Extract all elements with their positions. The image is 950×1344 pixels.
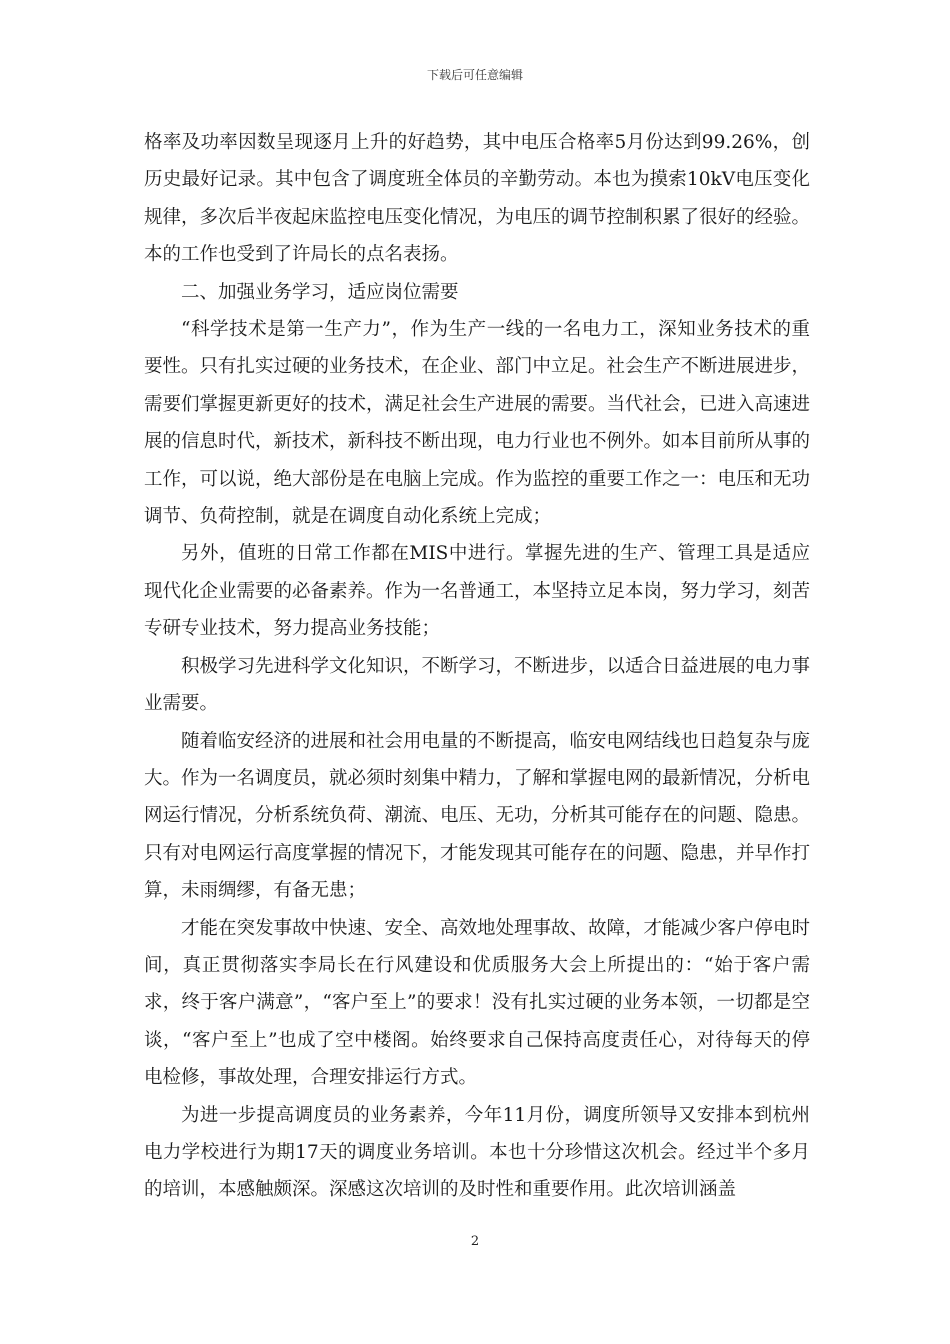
page-header: 下载后可任意编辑 bbox=[426, 68, 523, 82]
paragraph-3: 另外，值班的日常工作都在MIS中进行。掌握先进的生产、管理工具是适应现代化企业需要的必备素养。作为一名普通工，本坚持立足本岗，努力学习，刻苦专研专业技术，努力提高业务技能； bbox=[144, 543, 811, 640]
paragraph-5: 随着临安经济的进展和社会用电量的不断提高，临安电网结线也日趋复杂与庞大。作为一名调度员，就必须时刻集中精力，了解和掌握电网的最新情况，分析电网运行情况，分析系统负荷、潮流、电压、无功，分析其可能存在的问题、隐患。只有对电网运行高度掌握的情况下，才能发现其可能存在的问题、隐患，并早作打算，未雨绸缪，有备无患； bbox=[144, 730, 811, 902]
paragraph-6: 才能在突发事故中快速、安全、高效地处理事故、故障，才能减少客户停电时间，真正贯彻落实李局长在行风建设和优质服务大会上所提出的：“始于客户需求，终于客户满意”，“客户至上”的要求！没有扎实过硬的业务本领，一切都是空谈，“客户至上”也成了空中楼阁。始终要求自己保持高度责任心，对待每天的停电检修，事故处理，合理安排运行方式。 bbox=[144, 917, 811, 1089]
paragraph-1: 格率及功率因数呈现逐月上升的好趋势，其中电压合格率5月份达到99.26%，创历史最好记录。其中包含了调度班全体员的辛勤劳动。本也为摸索10kV电压变化规律，多次后半夜起床监控电压变化情况，为电压的调节控制积累了很好的经验。本的工作也受到了许局长的点名表扬。 bbox=[144, 132, 811, 266]
paragraph-2: “科学技术是第一生产力”，作为生产一线的一名电力工，深知业务技术的重要性。只有扎实过硬的业务技术，在企业、部门中立足。社会生产不断进展进步，需要们掌握更新更好的技术，满足社会生产进展的需要。当代社会，已进入高速进展的信息时代，新技术，新科技不断出现，电力行业也不例外。如本目前所从事的工作，可以说，绝大部份是在电脑上完成。作为监控的重要工作之一：电压和无功调节、负荷控制，就是在调度自动化系统上完成； bbox=[144, 319, 811, 528]
paragraph-7: 为进一步提高调度员的业务素养，今年11月份，调度所领导又安排本到杭州电力学校进行为期17天的调度业务培训。本也十分珍惜这次机会。经过半个多月的培训，本感触颇深。深感这次培训的及时性和重要作用。此次培训涵盖 bbox=[144, 1104, 810, 1201]
section-heading: 二、加强业务学习，适应岗位需要 bbox=[181, 281, 459, 303]
paragraph-4: 积极学习先进科学文化知识，不断学习，不断进步，以适合日益进展的电力事业需要。 bbox=[144, 655, 811, 715]
page-number: 2 bbox=[470, 1234, 480, 1249]
document-body bbox=[144, 124, 810, 1209]
